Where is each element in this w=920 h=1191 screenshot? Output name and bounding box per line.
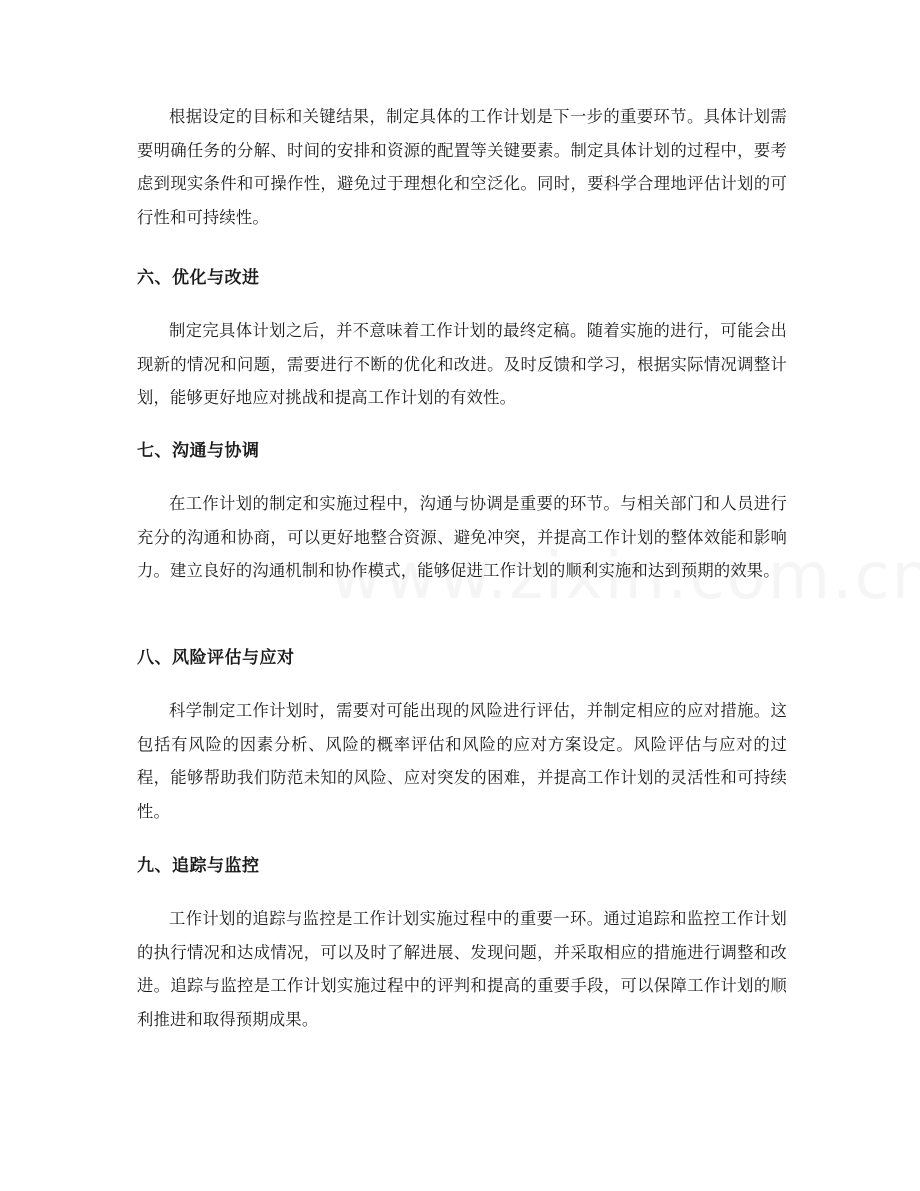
- paragraph-risk: 科学制定工作计划时，需要对可能出现的风险进行评估，并制定相应的应对措施。这包括有风险的因素分析、风险的概率评估和风险的应对方案设定。风险评估与应对的过程，能够帮助我们防范未知的风险、应对突发的困难，并提高工作计划的灵活性和可持续性。: [137, 701, 787, 821]
- section-heading-tracking: 九、追踪与监控: [137, 856, 260, 876]
- paragraph-communication: 在工作计划的制定和实施过程中，沟通与协调是重要的环节。与相关部门和人员进行充分的沟通和协商，可以更好地整合资源、避免冲突，并提高工作计划的整体效能和影响力。建立良好的沟通机制和协作模式，能够促进工作计划的顺利实施和达到预期的效果。: [137, 494, 787, 581]
- paragraph-work-plan: 根据设定的目标和关键结果，制定具体的工作计划是下一步的重要环节。具体计划需要明确任务的分解、时间的安排和资源的配置等关键要素。制定具体计划的过程中，要考虑到现实条件和可操作性，避免过于理想化和空泛化。同时，要科学合理地评估计划的可行性和可持续性。: [137, 107, 787, 227]
- section-heading-optimize: 六、优化与改进: [137, 268, 260, 288]
- section-heading-risk: 八、风险评估与应对: [137, 648, 295, 668]
- section-heading-communication: 七、沟通与协调: [137, 441, 260, 461]
- paragraph-optimize: 制定完具体计划之后，并不意味着工作计划的最终定稿。随着实施的进行，可能会出现新的情况和问题，需要进行不断的优化和改进。及时反馈和学习，根据实际情况调整计划，能够更好地应对挑战和提高工作计划的有效性。: [137, 321, 787, 408]
- paragraph-tracking: 工作计划的追踪与监控是工作计划实施过程中的重要一环。通过追踪和监控工作计划的执行情况和达成情况，可以及时了解进展、发现问题，并采取相应的措施进行调整和改进。追踪与监控是工作计划实施过程中的评判和提高的重要手段，可以保障工作计划的顺利推进和取得预期成果。: [137, 909, 787, 1029]
